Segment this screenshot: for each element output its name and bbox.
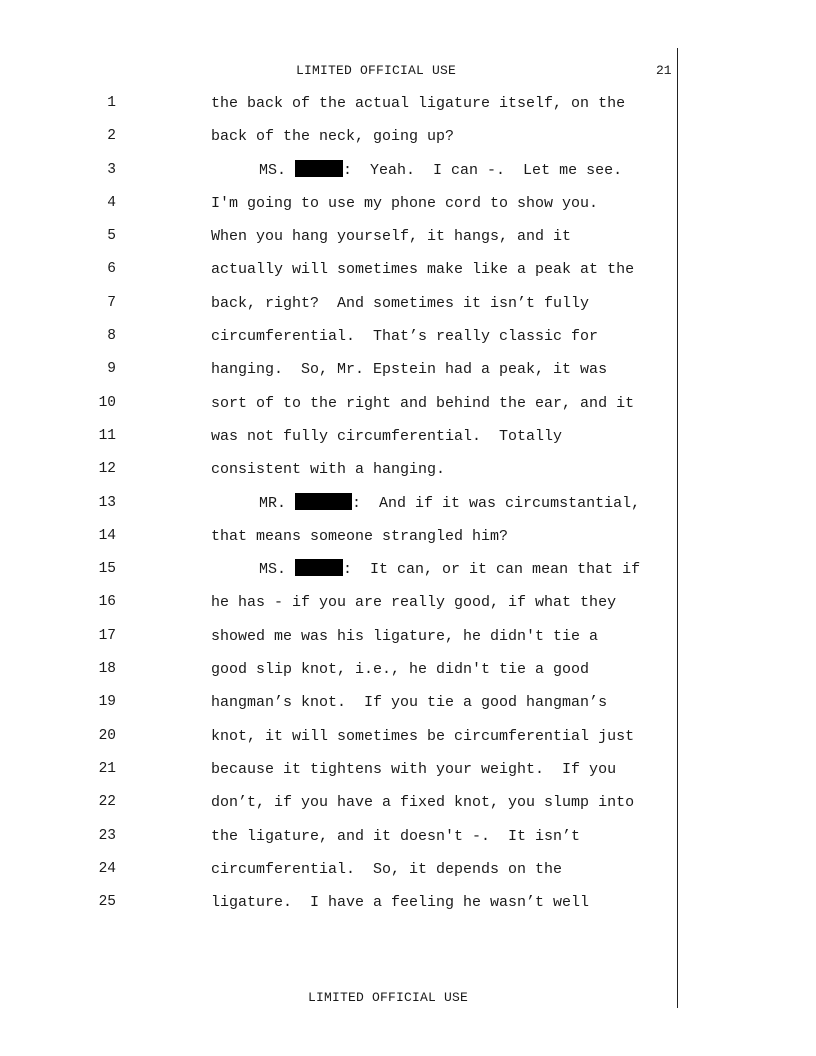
- line-number: 2: [107, 128, 116, 145]
- line-number: 15: [98, 561, 116, 578]
- transcript-line: [0, 154, 816, 187]
- line-text: showed me was his ligature, he didn't tie a: [211, 627, 599, 645]
- line-number: 16: [98, 594, 116, 611]
- transcript-line: [0, 253, 816, 286]
- line-text: because it tightens with your weight. If you: [211, 760, 617, 778]
- line-text: the back of the actual ligature itself, on the: [211, 95, 626, 112]
- line-text: circumferential. That’s really classic for: [211, 328, 599, 346]
- line-text: When you hang yourself, it hangs, and it: [211, 228, 572, 246]
- line-text: ligature. I have a feeling he wasn’t well: [211, 894, 590, 912]
- footer-classification: LIMITED OFFICIAL USE: [308, 990, 469, 1005]
- line-text: he has - if you are really good, if what they: [211, 594, 617, 612]
- line-text: back of the neck, going up?: [211, 128, 455, 146]
- line-text: actually will sometimes make like a peak at the: [211, 261, 635, 279]
- header-classification: LIMITED OFFICIAL USE: [296, 63, 457, 78]
- transcript-line: [0, 453, 816, 486]
- line-number: 25: [98, 894, 116, 911]
- transcript-line: [0, 786, 816, 819]
- speaker-statement: : And if it was circumstantial,: [352, 494, 641, 512]
- speaker-statement: : It can, or it can mean that if: [343, 561, 641, 579]
- line-number: 24: [98, 860, 116, 877]
- line-number: 14: [98, 527, 116, 544]
- transcript-line: [0, 287, 816, 320]
- transcript-line: [0, 720, 816, 753]
- line-number: 18: [98, 661, 116, 678]
- page-number: 21: [656, 63, 672, 78]
- speaker-line: [259, 487, 640, 520]
- speaker-title: MS.: [259, 561, 287, 579]
- line-number: 3: [107, 161, 116, 178]
- line-number: 10: [98, 394, 116, 411]
- line-text: consistent with a hanging.: [211, 461, 446, 479]
- transcript-line: [0, 320, 816, 353]
- transcript-line: [0, 120, 816, 153]
- transcript-line: [0, 520, 816, 553]
- transcript-line: [0, 387, 816, 420]
- speaker-title: MS.: [259, 161, 287, 179]
- line-number: 5: [107, 228, 116, 245]
- transcript-line: [0, 586, 816, 619]
- line-number: 8: [107, 328, 116, 345]
- line-number: 7: [107, 294, 116, 311]
- line-number: 13: [98, 494, 116, 511]
- line-text: hanging. So, Mr. Epstein had a peak, it was: [211, 361, 608, 379]
- line-number: 23: [98, 827, 116, 844]
- transcript-line: [0, 487, 816, 520]
- transcript-line: [0, 220, 816, 253]
- line-text: back, right? And sometimes it isn’t fully: [211, 294, 590, 312]
- transcript-line: [0, 620, 816, 653]
- speaker-line: [259, 154, 622, 187]
- line-number: 1: [107, 95, 116, 111]
- transcript-line: [0, 753, 816, 786]
- line-number: 21: [98, 760, 116, 777]
- line-number: 20: [98, 727, 116, 744]
- line-number: 4: [107, 194, 116, 211]
- redaction-box: [295, 160, 343, 177]
- line-text: sort of to the right and behind the ear, and it: [211, 394, 635, 412]
- speaker-title: MR.: [259, 494, 287, 512]
- transcript-line: [0, 853, 816, 886]
- transcript-line: [0, 886, 816, 919]
- transcript-line: [0, 187, 816, 220]
- line-text: that means someone strangled him?: [211, 527, 509, 545]
- line-number: 9: [107, 361, 116, 378]
- line-text: don’t, if you have a fixed knot, you slump into: [211, 794, 635, 812]
- speaker-line: [259, 553, 640, 586]
- line-number: 12: [98, 461, 116, 478]
- line-text: I'm going to use my phone cord to show you.: [211, 194, 599, 212]
- line-text: circumferential. So, it depends on the: [211, 860, 563, 878]
- transcript-line: [0, 353, 816, 386]
- line-number: 22: [98, 794, 116, 811]
- transcript-line: [0, 553, 816, 586]
- transcript-line: [0, 686, 816, 719]
- line-text: knot, it will sometimes be circumferential just: [211, 727, 635, 745]
- line-text: good slip knot, i.e., he didn't tie a good: [211, 661, 590, 679]
- line-number: 11: [98, 427, 116, 444]
- transcript-body: [0, 87, 816, 919]
- transcript-line: [0, 420, 816, 453]
- line-number: 6: [107, 261, 116, 278]
- transcript-line: [0, 820, 816, 853]
- line-text: the ligature, and it doesn't -. It isn’t: [211, 827, 581, 845]
- transcript-line: [0, 87, 816, 120]
- speaker-statement: : Yeah. I can -. Let me see.: [343, 161, 623, 179]
- redaction-box: [295, 493, 352, 510]
- transcript-line: [0, 653, 816, 686]
- redaction-box: [295, 559, 343, 576]
- line-text: hangman’s knot. If you tie a good hangman’s: [211, 694, 608, 712]
- line-number: 17: [98, 627, 116, 644]
- line-number: 19: [98, 694, 116, 711]
- line-text: was not fully circumferential. Totally: [211, 427, 563, 445]
